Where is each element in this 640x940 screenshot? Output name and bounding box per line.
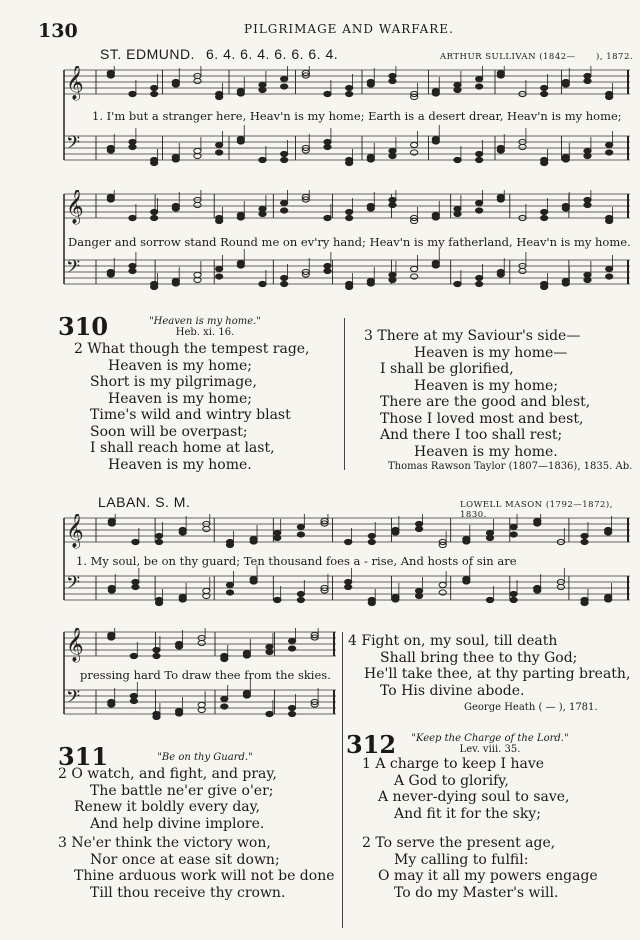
note-head	[584, 272, 591, 277]
verse-line: To His divine abode.	[380, 682, 525, 699]
note-head	[130, 698, 137, 703]
note-head	[237, 263, 244, 268]
hymn-312-reference: Lev. viii. 35.	[459, 744, 521, 755]
bass-clef-icon: 𝄢	[66, 687, 81, 712]
tune-name-laban: LABAN. S. M.	[98, 494, 191, 510]
note-head	[237, 91, 244, 96]
verse-line: 4 Fight on, my soul, till death	[348, 633, 558, 649]
note-head	[281, 84, 288, 89]
note-head	[237, 139, 244, 144]
verse-line: I shall be glorified,	[380, 361, 514, 377]
note-head	[519, 144, 526, 149]
note-head	[216, 150, 223, 155]
note-head	[432, 139, 439, 144]
verse-line: Time's wild and wintry blast	[90, 407, 291, 423]
note-head	[415, 593, 422, 598]
note-head	[415, 521, 422, 526]
note-head	[274, 530, 281, 535]
note-head	[454, 206, 461, 211]
note-head	[259, 87, 266, 92]
note-head	[497, 73, 504, 78]
verse-line: 3 Ne'er think the victory won,	[58, 835, 271, 851]
note-head	[486, 530, 493, 535]
verse-line: A God to glorify,	[394, 772, 509, 789]
treble-clef-icon: 𝄞	[66, 66, 84, 100]
note-head	[194, 202, 201, 207]
verse-line: 2 What though the tempest rage,	[74, 341, 310, 357]
note-head	[541, 209, 548, 214]
lyric-st-edmund-line2: Danger and sorrow stand Round me on ev'ry hand; Heav'n is my fatherland, Heav'n is my home.	[68, 235, 631, 249]
hymn-311-verse-2	[58, 766, 277, 832]
note-head	[389, 73, 396, 78]
note-head	[194, 272, 201, 277]
note-head	[243, 653, 250, 658]
note-head	[345, 579, 352, 584]
verse-line: I shall reach home at last,	[90, 440, 275, 456]
note-head	[250, 579, 257, 584]
note-head	[281, 157, 288, 162]
note-head	[194, 148, 201, 153]
tune-name-st-edmund: ST. EDMUND.	[100, 46, 195, 62]
note-head	[346, 85, 353, 90]
note-head	[203, 526, 210, 531]
note-head	[153, 711, 160, 716]
note-head	[155, 597, 162, 602]
verse-line: My calling to fulfil:	[394, 851, 529, 868]
note-head	[216, 142, 223, 147]
verse-line: And help divine implore.	[90, 815, 265, 832]
note-head	[541, 85, 548, 90]
verse-line: Heaven is my home.	[414, 443, 558, 460]
hymn-number-312: 312	[346, 730, 397, 759]
note-head	[179, 597, 186, 602]
hymn-312-verse-2	[362, 835, 598, 901]
note-head	[476, 200, 483, 205]
note-head	[243, 693, 250, 698]
hymn-311-verse-3	[58, 835, 335, 901]
note-head	[541, 91, 548, 96]
note-head	[367, 281, 374, 286]
note-head	[259, 281, 266, 286]
note-head	[346, 91, 353, 96]
note-head	[221, 704, 228, 709]
note-head	[216, 274, 223, 279]
note-head	[454, 87, 461, 92]
note-head	[389, 202, 396, 207]
column-divider	[344, 318, 345, 470]
note-head	[368, 533, 375, 538]
verse-line: Soon will be overpast;	[90, 423, 248, 440]
note-head	[368, 539, 375, 544]
note-head	[606, 142, 613, 147]
note-head	[297, 532, 304, 537]
verse-line: Those I loved most and best,	[380, 410, 584, 427]
note-head	[392, 597, 399, 602]
note-head	[584, 73, 591, 78]
note-head	[179, 530, 186, 535]
note-head	[151, 157, 158, 162]
note-head	[289, 711, 296, 716]
note-head	[324, 144, 331, 149]
note-head	[606, 215, 613, 220]
note-head	[107, 272, 114, 277]
note-head	[581, 597, 588, 602]
note-head	[389, 277, 396, 282]
note-head	[108, 702, 115, 707]
verse-line: A never-dying soul to save,	[378, 789, 570, 805]
running-title: PILGRIMAGE AND WARFARE.	[244, 22, 454, 36]
note-head	[476, 281, 483, 286]
note-head	[476, 76, 483, 81]
note-head	[266, 711, 273, 716]
verse-line: 1 A charge to keep I have	[362, 756, 545, 772]
verse-line: Heaven is my home.	[108, 456, 252, 473]
note-head	[108, 635, 115, 640]
note-head	[519, 268, 526, 273]
note-head	[194, 78, 201, 83]
note-head	[541, 281, 548, 286]
note-head	[172, 281, 179, 286]
note-head	[389, 153, 396, 158]
note-head	[155, 539, 162, 544]
note-head	[541, 215, 548, 220]
verse-line: There are the good and blest,	[380, 394, 591, 410]
note-head	[584, 148, 591, 153]
note-head	[432, 215, 439, 220]
note-head	[289, 646, 296, 651]
treble-clef-icon: 𝄞	[66, 628, 84, 662]
note-head	[172, 206, 179, 211]
note-head	[226, 539, 233, 544]
note-head	[153, 647, 160, 652]
note-head	[107, 73, 114, 78]
note-head	[415, 526, 422, 531]
note-head	[281, 281, 288, 286]
note-head	[463, 579, 470, 584]
note-head	[606, 91, 613, 96]
note-head	[259, 211, 266, 216]
note-head	[541, 157, 548, 162]
treble-clef-icon: 𝄞	[66, 514, 84, 548]
note-head	[432, 91, 439, 96]
note-head	[367, 157, 374, 162]
note-head	[584, 153, 591, 158]
note-head	[151, 91, 158, 96]
verse-line: O may it all my powers engage	[378, 868, 598, 884]
treble-clef-icon: 𝄞	[66, 190, 84, 224]
note-head	[454, 211, 461, 216]
lyric-laban-line1: 1. My soul, be on thy guard; Ten thousand foes a - rise, And hosts of sin are	[76, 554, 517, 568]
note-head	[534, 588, 541, 593]
note-head	[346, 215, 353, 220]
note-head	[510, 524, 517, 529]
verse-line: Short is my pilgrimage,	[90, 374, 257, 390]
verse-line: 3 There at my Saviour's side—	[364, 328, 581, 344]
hymn-310-verse-3	[364, 328, 590, 460]
bass-clef-icon: 𝄢	[66, 133, 81, 158]
note-head	[155, 533, 162, 538]
note-head	[476, 275, 483, 280]
note-head	[226, 582, 233, 587]
note-head	[510, 591, 517, 596]
note-head	[486, 597, 493, 602]
hymn-310-title: "Heaven is my home."	[149, 316, 261, 327]
note-head	[129, 144, 136, 149]
note-head	[439, 582, 446, 587]
note-head	[176, 644, 183, 649]
note-head	[221, 696, 228, 701]
note-head	[411, 142, 418, 147]
note-head	[557, 584, 564, 589]
note-head	[346, 281, 353, 286]
note-head	[107, 148, 114, 153]
note-head	[367, 206, 374, 211]
note-head	[129, 268, 136, 273]
note-head	[606, 266, 613, 271]
note-head	[389, 78, 396, 83]
hymn-311-title: "Be on thy Guard."	[157, 752, 253, 763]
hymn-310-verse-2	[74, 341, 310, 473]
composer-laban: LOWELL MASON (1792—1872), 1830.	[460, 500, 613, 520]
note-head	[324, 139, 331, 144]
note-head	[454, 281, 461, 286]
note-head	[216, 91, 223, 96]
verse-line: Heaven is my home—	[414, 344, 568, 361]
verse-line: Renew it boldly every day,	[74, 799, 261, 815]
note-head	[324, 91, 331, 96]
note-head	[107, 197, 114, 202]
note-head	[281, 275, 288, 280]
note-head	[151, 281, 158, 286]
note-head	[289, 705, 296, 710]
note-head	[389, 272, 396, 277]
note-head	[411, 266, 418, 271]
note-head	[129, 91, 136, 96]
hymn-312-title: "Keep the Charge of the Lord."	[411, 733, 569, 744]
verse-line: And there I too shall rest;	[380, 427, 563, 443]
note-head	[274, 597, 281, 602]
note-head	[476, 157, 483, 162]
verse-line: Heaven is my home;	[108, 357, 252, 374]
composer-st-edmund: ARTHUR SULLIVAN (1842—	[440, 52, 576, 62]
note-head	[497, 148, 504, 153]
hymn-310-reference: Heb. xi. 16.	[175, 327, 235, 338]
note-head	[297, 597, 304, 602]
verse-line: 2 O watch, and fight, and pray,	[58, 766, 277, 782]
note-head	[259, 206, 266, 211]
note-head	[297, 591, 304, 596]
note-head	[132, 539, 139, 544]
note-head	[198, 640, 205, 645]
verse-line: 2 To serve the present age,	[362, 835, 556, 851]
note-head	[281, 200, 288, 205]
note-head	[198, 702, 205, 707]
note-head	[153, 653, 160, 658]
verse-line: Till thou receive thy crown.	[90, 884, 286, 901]
note-head	[584, 197, 591, 202]
note-head	[368, 597, 375, 602]
note-head	[266, 649, 273, 654]
lyric-st-edmund-line1: 1. I'm but a stranger here, Heav'n is my home; Earth is a desert drear, Heav'n is my home;	[92, 109, 622, 123]
note-head	[562, 206, 569, 211]
note-head	[216, 266, 223, 271]
verse-line: The battle ne'er give o'er;	[90, 782, 274, 799]
note-head	[281, 76, 288, 81]
note-head	[454, 82, 461, 87]
verse-line: And fit it for the sky;	[394, 805, 541, 822]
note-head	[581, 533, 588, 538]
verse-line: He'll take thee, at thy parting breath,	[364, 666, 631, 682]
note-head	[486, 535, 493, 540]
note-head	[584, 78, 591, 83]
note-head	[497, 272, 504, 277]
note-head	[324, 263, 331, 268]
note-head	[510, 597, 517, 602]
note-head	[203, 588, 210, 593]
verse-line: Nor once at ease sit down;	[90, 851, 280, 868]
note-head	[345, 584, 352, 589]
note-head	[534, 521, 541, 526]
lyric-laban-line2: pressing hard To draw thee from the skies.	[80, 668, 331, 682]
note-head	[129, 263, 136, 268]
note-head	[108, 521, 115, 526]
note-head	[226, 590, 233, 595]
note-head	[389, 197, 396, 202]
note-head	[151, 215, 158, 220]
note-head	[605, 597, 612, 602]
note-head	[606, 274, 613, 279]
hymn-311-attribution: George Heath ( — ), 1781.	[464, 702, 598, 713]
note-head	[274, 535, 281, 540]
note-head	[476, 208, 483, 213]
note-head	[605, 530, 612, 535]
note-head	[172, 82, 179, 87]
verse-line: Heaven is my home;	[108, 390, 252, 407]
note-head	[172, 157, 179, 162]
note-head	[581, 539, 588, 544]
note-head	[259, 82, 266, 87]
note-head	[151, 85, 158, 90]
tune-meter-st-edmund: 6. 4. 6. 4. 6. 6. 6. 4.	[206, 46, 339, 62]
hymn-number-310: 310	[58, 312, 109, 341]
note-head	[324, 268, 331, 273]
hymn-312-verse-1	[362, 756, 570, 822]
note-head	[297, 524, 304, 529]
note-head	[216, 215, 223, 220]
note-head	[132, 579, 139, 584]
note-head	[281, 151, 288, 156]
note-head	[562, 157, 569, 162]
note-head	[346, 157, 353, 162]
note-head	[266, 644, 273, 649]
note-head	[129, 139, 136, 144]
verse-line: To do my Master's will.	[394, 884, 559, 901]
note-head	[476, 84, 483, 89]
note-head	[221, 653, 228, 658]
note-head	[510, 532, 517, 537]
column-divider-2	[342, 632, 343, 928]
hymn-311-verse-4	[348, 633, 630, 699]
note-head	[389, 148, 396, 153]
note-head	[562, 82, 569, 87]
note-head	[176, 711, 183, 716]
note-head	[392, 530, 399, 535]
note-head	[454, 157, 461, 162]
note-head	[497, 197, 504, 202]
note-head	[346, 209, 353, 214]
note-head	[237, 215, 244, 220]
note-head	[345, 539, 352, 544]
note-head	[130, 653, 137, 658]
verse-line: Shall bring thee to thy God;	[380, 649, 578, 666]
note-head	[281, 208, 288, 213]
note-head	[367, 82, 374, 87]
note-head	[463, 539, 470, 544]
hymn-310-attribution: Thomas Rawson Taylor (1807—1836), 1835. Ab.	[388, 461, 633, 472]
note-head	[259, 157, 266, 162]
verse-line: Thine arduous work will not be done	[74, 868, 335, 884]
note-head	[432, 263, 439, 268]
hymn-number-311: 311	[58, 742, 109, 771]
page-number: 130	[38, 20, 78, 42]
note-head	[132, 584, 139, 589]
note-head	[584, 202, 591, 207]
verse-line: Heaven is my home;	[414, 377, 558, 394]
note-head	[108, 588, 115, 593]
note-head	[562, 281, 569, 286]
note-head	[606, 150, 613, 155]
bass-clef-icon: 𝄢	[66, 573, 81, 598]
note-head	[129, 215, 136, 220]
note-head	[130, 693, 137, 698]
note-head	[476, 151, 483, 156]
note-head	[415, 588, 422, 593]
note-head	[151, 209, 158, 214]
bass-clef-icon: 𝄢	[66, 257, 81, 282]
note-head	[584, 277, 591, 282]
note-head	[289, 638, 296, 643]
note-head	[250, 539, 257, 544]
composer-date-st-edmund: ), 1872.	[596, 52, 634, 62]
note-head	[324, 215, 331, 220]
